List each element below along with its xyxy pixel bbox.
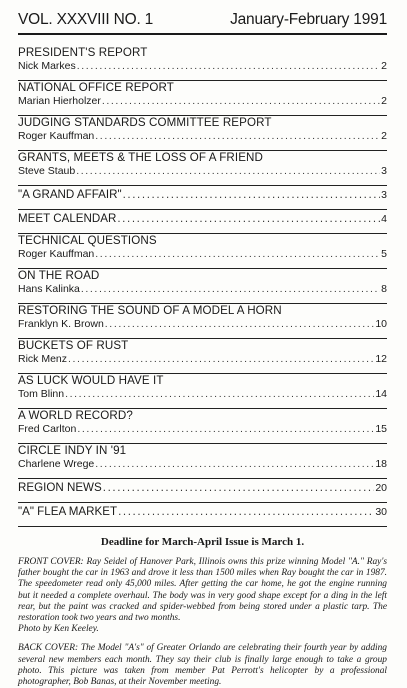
toc-entry-byline	[18, 458, 387, 471]
toc-entry-byline	[18, 165, 387, 178]
toc-entry-line	[18, 188, 387, 202]
toc-entry-byline	[18, 388, 387, 401]
dot-leader	[65, 388, 374, 400]
toc-entry	[18, 339, 387, 374]
toc-entry-title: NATIONAL OFFICE REPORT	[18, 81, 174, 94]
toc-entry	[18, 409, 387, 444]
toc-entry	[18, 210, 387, 234]
toc-entry	[18, 116, 387, 151]
toc-entry-page: 3	[381, 189, 387, 201]
toc-entry-author: Rick Menz	[18, 353, 68, 365]
dot-leader	[123, 188, 381, 201]
dot-leader	[95, 248, 380, 260]
toc-entry-title: BUCKETS OF RUST	[18, 339, 129, 352]
toc-entry-page: 3	[381, 165, 387, 177]
deadline-notice: Deadline for March-April Issue is March 1.	[100, 536, 305, 548]
toc-entry-page: 4	[381, 213, 387, 225]
back-cover-text: BACK COVER: The Model "A's" of Greater Orlando are celebrating their fourth year by adding several new members each month. They say their club is finally large enough to take a group photo. This picture was taken from member Pat Perrott's helicopter by a professional photographer, Bob Banas, at their November meeting.	[18, 643, 387, 688]
toc-entry-title: ON THE ROAD	[18, 269, 100, 282]
toc-entry	[18, 151, 387, 186]
toc-entry-byline	[18, 318, 387, 331]
toc-entry-byline	[18, 248, 387, 261]
dot-leader	[117, 212, 380, 225]
toc-entry-title: MEET CALENDAR	[18, 212, 117, 225]
toc-entry-line	[18, 212, 387, 226]
toc-entry-page: 5	[381, 248, 387, 260]
toc-entry-title: JUDGING STANDARDS COMMITTEE REPORT	[18, 116, 272, 129]
toc-entry-byline	[18, 95, 387, 108]
back-cover-caption	[18, 643, 387, 688]
dot-leader	[81, 283, 380, 295]
toc-entry	[18, 479, 387, 503]
photo-credit: Photo by Ken Keeley.	[18, 624, 99, 635]
masthead	[18, 0, 387, 29]
toc-entry-line	[18, 481, 387, 495]
toc-entry-author: Charlene Wrege	[18, 458, 95, 470]
toc-entry-author: Tom Blinn	[18, 388, 65, 400]
toc-entry-page: 10	[375, 318, 387, 330]
toc-entry-author: Franklyn K. Brown	[18, 318, 104, 330]
toc-entry-byline	[18, 60, 387, 73]
toc-entry	[18, 444, 387, 479]
toc-entry-title: "A GRAND AFFAIR"	[18, 188, 122, 201]
toc-entry-title: PRESIDENT'S REPORT	[18, 46, 148, 59]
toc-entry-byline	[18, 423, 387, 436]
toc-entry	[18, 46, 387, 81]
toc-entry-page: 14	[375, 388, 387, 400]
issue-date: January-February 1991	[230, 11, 387, 28]
volume-number: VOL. XXXVIII NO. 1	[18, 11, 154, 28]
toc-entry	[18, 503, 387, 527]
dot-leader	[77, 60, 380, 72]
toc-entry-page: 2	[381, 60, 387, 72]
toc-entry-byline	[18, 130, 387, 143]
toc-entry	[18, 269, 387, 304]
toc-entry-author: Marian Hierholzer	[18, 95, 101, 107]
toc-entry-author: Hans Kalinka	[18, 283, 80, 295]
toc-entry-author: Steve Staub	[18, 165, 76, 177]
toc-entry-page: 2	[381, 95, 387, 107]
dot-leader	[103, 481, 375, 494]
dot-leader	[105, 318, 375, 330]
toc-entry-author: Roger Kauffman	[18, 248, 95, 260]
toc-entry-title: CIRCLE INDY IN '91	[18, 444, 127, 457]
masthead-rule	[18, 33, 387, 35]
toc-entry-byline	[18, 283, 387, 296]
toc-entry-page: 8	[381, 283, 387, 295]
toc-entry-title: GRANTS, MEETS & THE LOSS OF A FRIEND	[18, 151, 263, 164]
toc-entry-author: Roger Kauffman	[18, 130, 95, 142]
toc-entry	[18, 186, 387, 210]
toc-entry-byline	[18, 353, 387, 366]
toc-entry-page: 2	[381, 130, 387, 142]
toc-entry-page: 30	[375, 506, 387, 518]
table-of-contents	[18, 46, 387, 527]
toc-entry-title: RESTORING THE SOUND OF A MODEL A HORN	[18, 304, 282, 317]
front-cover-text: FRONT COVER: Ray Seidel of Hanover Park, Illinois owns this prize winning Model "A." Ray's father bought the car in 1963 and drove it less than 1500 miles when Ray bought the car in 1987. The speedometer read only 45,000 miles. After getting the car home, he got the engine running but it needed a complete overhaul. The body was in very good shape except for a ding in the left rear, but the paint was cracked and spider-webbed from being stored under a plastic tarp. The restoration took two years and two months.	[18, 557, 387, 624]
toc-entry	[18, 81, 387, 116]
dot-leader	[95, 458, 374, 470]
toc-entry-page: 12	[375, 353, 387, 365]
toc-entry-title: A WORLD RECORD?	[18, 409, 133, 422]
toc-entry-title: REGION NEWS	[18, 481, 102, 494]
front-cover-caption	[18, 557, 387, 635]
dot-leader	[102, 95, 380, 107]
dot-leader	[68, 353, 374, 365]
toc-entry-page: 20	[375, 482, 387, 494]
toc-entry-title: AS LUCK WOULD HAVE IT	[18, 374, 164, 387]
toc-entry	[18, 304, 387, 339]
toc-entry-author: Fred Carlton	[18, 423, 77, 435]
toc-entry-title: TECHNICAL QUESTIONS	[18, 234, 157, 247]
toc-entry-page: 15	[375, 423, 387, 435]
toc-entry-page: 18	[375, 458, 387, 470]
toc-entry-author: Nick Markes	[18, 60, 76, 72]
toc-entry-title: "A" FLEA MARKET	[18, 505, 118, 518]
dot-leader	[95, 130, 380, 142]
toc-entry	[18, 374, 387, 409]
dot-leader	[118, 505, 374, 518]
dot-leader	[76, 165, 380, 177]
toc-entry	[18, 234, 387, 269]
toc-entry-line	[18, 505, 387, 519]
dot-leader	[77, 423, 374, 435]
